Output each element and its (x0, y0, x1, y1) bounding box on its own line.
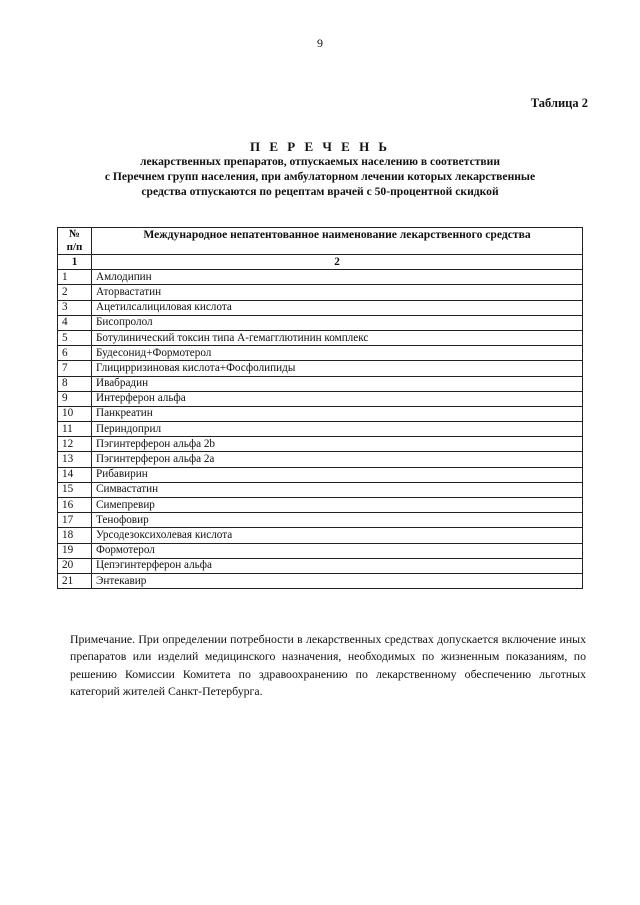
row-number: 4 (58, 315, 92, 330)
drug-list-table (57, 227, 583, 589)
row-number: 7 (58, 361, 92, 376)
row-number: 17 (58, 513, 92, 528)
table-row (58, 422, 583, 437)
drug-name: Формотерол (92, 543, 583, 558)
header-number (58, 228, 92, 255)
table-row (58, 270, 583, 285)
drug-name: Ивабрадин (92, 376, 583, 391)
table-row (58, 498, 583, 513)
row-number: 12 (58, 437, 92, 452)
drug-name: Амлодипин (92, 270, 583, 285)
subtitle-line: средства отпускаются по рецептам врачей с 50-процентной скидкой (141, 185, 499, 198)
column-index-2: 2 (92, 255, 583, 270)
row-number: 1 (58, 270, 92, 285)
page-number: 9 (317, 36, 323, 50)
column-index-1: 1 (58, 255, 92, 270)
row-number: 2 (58, 285, 92, 300)
table-row (58, 437, 583, 452)
table-row (58, 482, 583, 497)
table-row (58, 330, 583, 345)
subtitle-line: с Перечнем групп населения, при амбулаторном лечении которых лекарственные (104, 170, 536, 183)
table-header-row (58, 228, 583, 255)
row-number: 16 (58, 498, 92, 513)
table-row (58, 558, 583, 573)
table-row (58, 315, 583, 330)
row-number: 9 (58, 391, 92, 406)
row-number: 18 (58, 528, 92, 543)
row-number: 20 (58, 558, 92, 573)
header-number-symbol: № (68, 228, 81, 240)
table-row (58, 528, 583, 543)
drug-name: Тенофовир (92, 513, 583, 528)
row-number: 13 (58, 452, 92, 467)
table-row (58, 543, 583, 558)
drug-name: Аторвастатин (92, 285, 583, 300)
document-subtitle (40, 154, 600, 199)
drug-name: Цепэгинтерферон альфа (92, 558, 583, 573)
drug-name: Интерферон альфа (92, 391, 583, 406)
row-number: 14 (58, 467, 92, 482)
table-row (58, 300, 583, 315)
table-row (58, 467, 583, 482)
header-number-abbr: п/п (66, 241, 83, 253)
drug-name: Ацетилсалициловая кислота (92, 300, 583, 315)
table-row (58, 361, 583, 376)
drug-name: Глицирризиновая кислота+Фосфолипиды (92, 361, 583, 376)
drug-name: Бисопролол (92, 315, 583, 330)
row-number: 5 (58, 330, 92, 345)
note-paragraph: Примечание. При определении потребности в лекарственных средствах допускается включение иных препаратов или изделий медицинского назначения, необходимых по жизненным показаниям, по решению Комиссии Комитета по здравоохранению по лекарственному обеспечению льготных категорий жителей Санкт-Петербурга. (70, 632, 586, 698)
row-number: 19 (58, 543, 92, 558)
row-number: 15 (58, 482, 92, 497)
table-row (58, 285, 583, 300)
drug-name: Ботулинический токсин типа А-гемагглютинин комплекс (92, 330, 583, 345)
row-number: 8 (58, 376, 92, 391)
table-row (58, 406, 583, 421)
drug-name: Пэгинтерферон альфа 2а (92, 452, 583, 467)
table-row (58, 452, 583, 467)
drug-name: Будесонид+Формотерол (92, 346, 583, 361)
table-row (58, 376, 583, 391)
row-number: 11 (58, 422, 92, 437)
header-name: Международное непатентованное наименование лекарственного средства (92, 228, 583, 255)
table-label: Таблица 2 (530, 96, 588, 110)
drug-name: Рибавирин (92, 467, 583, 482)
row-number: 21 (58, 573, 92, 588)
drug-name: Периндоприл (92, 422, 583, 437)
table-row (58, 346, 583, 361)
row-number: 10 (58, 406, 92, 421)
drug-name: Симепревир (92, 498, 583, 513)
drug-name: Урсодезоксихолевая кислота (92, 528, 583, 543)
document-title: П Е Р Е Ч Е Н Ь (249, 139, 391, 154)
table-row (58, 513, 583, 528)
table-body (58, 270, 583, 589)
subtitle-line: лекарственных препаратов, отпускаемых населению в соответствии (139, 155, 501, 168)
table-row (58, 573, 583, 588)
drug-name: Энтекавир (92, 573, 583, 588)
drug-name: Пэгинтерферон альфа 2b (92, 437, 583, 452)
drug-name: Симвастатин (92, 482, 583, 497)
row-number: 6 (58, 346, 92, 361)
drug-name: Панкреатин (92, 406, 583, 421)
row-number: 3 (58, 300, 92, 315)
table-row (58, 391, 583, 406)
column-index-row (58, 255, 583, 270)
